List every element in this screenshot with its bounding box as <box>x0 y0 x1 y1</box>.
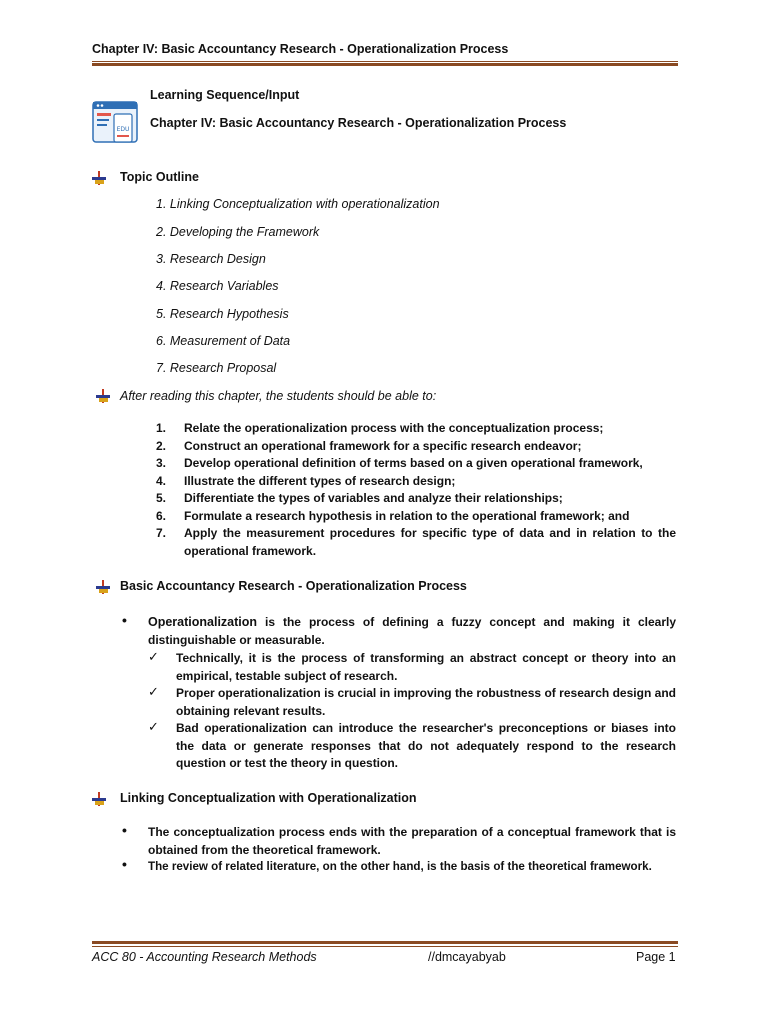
footer-rule-thick <box>92 941 678 944</box>
header-title: Chapter IV: Basic Accountancy Research - Operationalization Process <box>92 42 509 56</box>
objective-item: 7. Apply the measurement procedures for specific type of data and in relation to the operational framework. <box>156 526 676 558</box>
section-bullet-icon <box>96 389 110 403</box>
learning-title: Learning Sequence/Input <box>150 88 300 102</box>
check-icon: ✓ <box>148 719 159 734</box>
check-item: Proper operationalization is crucial in improving the robustness of research design and obtaining relevant results. <box>176 686 676 718</box>
check-icon: ✓ <box>148 649 159 664</box>
topic-item: 1. Linking Conceptualization with operationalization <box>156 197 440 211</box>
page-number: Page 1 <box>636 950 676 964</box>
topic-item: 6. Measurement of Data <box>156 334 291 348</box>
bullet-item: The review of related literature, on the other hand, is the basis of the theoretical framework. <box>148 860 652 873</box>
objective-item: 6. Formulate a research hypothesis in relation to the operational framework; and <box>156 508 630 523</box>
edu-screen-icon <box>92 100 138 148</box>
operationalization-definition: Operationalization is the process of defining a fuzzy concept and making it clearly distinguishable or measurable. <box>148 615 676 647</box>
objective-item: 1. Relate the operationalization process with the conceptualization process; <box>156 421 604 435</box>
footer-course: ACC 80 - Accounting Research Methods <box>92 950 317 964</box>
topic-item: 5. Research Hypothesis <box>156 307 289 321</box>
objective-item: 4. Illustrate the different types of research design; <box>156 473 456 488</box>
footer-rule-thin <box>92 946 678 947</box>
header-rule-thin <box>92 61 678 62</box>
section-bullet-icon <box>92 792 106 806</box>
topic-item: 7. Research Proposal <box>156 361 277 375</box>
section-bullet-icon <box>96 580 110 594</box>
bullet-item: The conceptualization process ends with the preparation of a conceptual framework that is obtained from the theoretical framework. <box>148 825 676 857</box>
footer-author: //dmcayabyab <box>428 950 506 964</box>
check-item: Bad operationalization can introduce the researcher's preconceptions or biases into the data or generate responses that do not adequately respond to the research question or test the theory in question. <box>176 721 676 770</box>
objective-item: 5. Differentiate the types of variables and analyze their relationships; <box>156 491 563 505</box>
topic-item: 2. Developing the Framework <box>156 225 320 239</box>
objective-item: 2. Construct an operational framework for a specific research endeavor; <box>156 438 582 453</box>
section-bullet-icon <box>92 171 106 185</box>
topic-item: 4. Research Variables <box>156 279 279 293</box>
learning-subtitle: Chapter IV: Basic Accountancy Research - Operationalization Process <box>150 116 567 130</box>
header-rule-thick <box>92 63 678 66</box>
check-icon: ✓ <box>148 684 159 699</box>
objectives-list <box>156 420 676 560</box>
check-item: Technically, it is the process of transforming an abstract concept or theory into an empirical, testable subject of research. <box>176 651 676 683</box>
bullet-dot: • <box>122 822 127 838</box>
objective-item: 3. Develop operational definition of terms based on a given operational framework, <box>156 456 643 470</box>
bullet-dot: • <box>122 856 127 872</box>
objectives-heading: After reading this chapter, the students should be able to: <box>120 389 437 403</box>
section-heading: Linking Conceptualization with Operationalization <box>120 791 417 805</box>
bullet-dot: • <box>122 612 127 628</box>
section-heading: Basic Accountancy Research - Operationalization Process <box>120 579 467 593</box>
topic-item: 3. Research Design <box>156 252 266 266</box>
topic-outline-heading: Topic Outline <box>120 170 199 184</box>
svg-text:EDU: EDU <box>116 126 130 133</box>
